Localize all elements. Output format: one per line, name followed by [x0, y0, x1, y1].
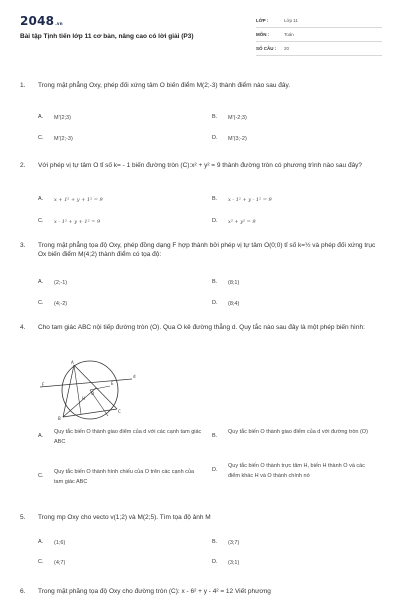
question-text: Trong mp Oxy cho vecto v(1;2) và M(2;5). Tìm tọa độ ảnh M	[38, 514, 211, 521]
option-letter: A.	[38, 433, 44, 439]
option-b[interactable]	[212, 428, 378, 439]
geometry-figure	[38, 356, 148, 422]
meta-value: Lớp 11	[284, 18, 298, 23]
logo-text: 2048	[20, 14, 55, 28]
meta-table	[256, 14, 382, 56]
option-a[interactable]	[38, 196, 103, 205]
question-1	[20, 82, 382, 152]
label-e: E	[111, 381, 114, 386]
meta-row-count	[256, 42, 382, 56]
option-letter: B.	[212, 196, 218, 202]
meta-label: SỐ CÂU :	[256, 46, 277, 51]
option-letter: D.	[212, 300, 218, 306]
option-letter: D.	[212, 135, 218, 141]
option-letter: A.	[38, 114, 44, 120]
meta-row-class	[256, 14, 382, 28]
option-text: M'(3;-2)	[228, 136, 247, 142]
option-letter: B.	[212, 539, 218, 545]
option-a[interactable]	[38, 114, 71, 123]
option-b[interactable]	[212, 279, 239, 288]
option-letter: B.	[212, 114, 218, 120]
option-letter: B.	[212, 433, 218, 439]
meta-value: Toán	[284, 32, 294, 37]
question-5	[20, 514, 382, 576]
label-d: d	[133, 374, 136, 379]
option-c[interactable]	[38, 218, 100, 227]
option-letter: A.	[38, 279, 44, 285]
option-d[interactable]	[212, 462, 378, 481]
option-letter: D.	[212, 467, 218, 473]
option-c[interactable]	[38, 135, 73, 144]
question-text: Trong mặt phẳng tọa độ Oxy cho đường tròn (C): x - 6² + y - 4² = 12 Viết phương	[38, 588, 271, 595]
option-b[interactable]	[212, 114, 247, 123]
option-text: (4;-2)	[54, 301, 68, 307]
option-text: x² + y² = 9	[228, 219, 256, 225]
option-text: x + 1² + y + 1² = 9	[54, 197, 103, 203]
option-letter: C.	[38, 300, 44, 306]
option-letter: C.	[38, 218, 44, 224]
question-number: 1.	[20, 82, 26, 89]
label-a: A	[71, 360, 74, 365]
option-letter: D.	[212, 218, 218, 224]
option-d[interactable]	[212, 559, 239, 568]
option-text: Quy tắc biến O thành giao điểm của d với đường tròn (O)	[228, 429, 368, 435]
label-o: O	[91, 391, 95, 396]
option-d[interactable]	[212, 135, 247, 144]
question-number: 5.	[20, 514, 26, 521]
option-text: (8;1)	[228, 280, 240, 286]
label-c: C	[118, 409, 121, 414]
meta-value: 20	[284, 46, 290, 51]
option-text: M'(-2;3)	[228, 115, 247, 121]
question-number: 4.	[20, 324, 26, 331]
option-a[interactable]	[38, 279, 67, 288]
meta-row-subject	[256, 28, 382, 42]
option-text: Quy tắc biến O thành trực tâm H, biến H thành O và các điểm khác H và O thành chính nó	[228, 463, 365, 479]
option-text: (2;-1)	[54, 280, 68, 286]
option-text: Quy tắc biến O thành hình chiếu của O trên các cạnh của tam giác ABC	[54, 469, 195, 485]
option-b[interactable]	[212, 539, 239, 548]
label-b: B	[58, 416, 61, 421]
question-text: Trong mặt phẳng tọa độ Oxy, phép đồng dạng F hợp thành bởi phép vị tự tâm O(0;0) tỉ số k=½ và phép đối xứng trục Ox biến điểm M(4;2) thành điểm có tọa độ:	[38, 242, 376, 258]
question-2	[20, 162, 382, 232]
question-number: 2.	[20, 162, 26, 169]
meta-label: LỚP :	[256, 18, 269, 23]
option-text: x - 1² + y + 1² = 9	[54, 219, 101, 225]
option-c[interactable]	[38, 559, 65, 568]
option-a[interactable]	[38, 539, 65, 548]
label-h: H	[82, 396, 86, 401]
option-text: Quy tắc biến O thành giao điểm của d với các cạnh tam giác ABC	[54, 429, 202, 445]
option-text: M'(2;3)	[54, 115, 71, 121]
option-letter: C.	[38, 559, 44, 565]
site-logo[interactable]	[20, 14, 63, 28]
option-letter: B.	[212, 279, 218, 285]
meta-label: MÔN :	[256, 32, 270, 37]
option-text: (3;7)	[228, 540, 240, 546]
question-number: 3.	[20, 242, 26, 249]
question-text: Với phép vị tự tâm O tỉ số k= - 1 biến đường tròn (C):x² + y² = 9 thành đường tròn có phương trình nào sau đây?	[38, 162, 363, 169]
triangle-side-ac	[74, 365, 117, 409]
option-d[interactable]	[212, 300, 239, 309]
option-letter: C.	[38, 135, 44, 141]
line-d	[40, 379, 132, 387]
option-c[interactable]	[38, 300, 67, 309]
option-a[interactable]	[38, 428, 204, 447]
question-number: 6.	[20, 588, 26, 595]
question-text: Trong mặt phẳng Oxy, phép đối xứng tâm O biến điểm M(2;-3) thành điểm nào sau đây.	[38, 82, 291, 89]
option-text: x - 1² + y - 1² = 9	[228, 197, 272, 203]
option-letter: A.	[38, 196, 44, 202]
question-6	[20, 588, 382, 600]
option-text: (8;4)	[228, 301, 240, 307]
option-c[interactable]	[38, 468, 204, 487]
option-text: M'(2;-3)	[54, 136, 73, 142]
option-d[interactable]	[212, 218, 256, 227]
option-text: (3;1)	[228, 560, 240, 566]
logo-suffix: .vn	[55, 21, 63, 26]
option-text: (1;6)	[54, 540, 66, 546]
document-header	[20, 14, 382, 58]
option-text: (4;7)	[54, 560, 66, 566]
segment-oe	[90, 386, 110, 390]
page-title: Bài tập Tịnh tiến lớp 11 cơ bản, nâng cao có lời giải (P3)	[20, 33, 194, 40]
option-letter: C.	[38, 473, 44, 479]
option-b[interactable]	[212, 196, 272, 205]
question-text: Cho tam giác ABC nội tiếp đường tròn (O). Qua O kẻ đường thẳng d. Quy tắc nào sau đây là một phép biến hình:	[38, 324, 365, 331]
label-f: F	[42, 382, 45, 387]
question-3	[20, 242, 382, 314]
option-letter: D.	[212, 559, 218, 565]
option-letter: A.	[38, 539, 44, 545]
